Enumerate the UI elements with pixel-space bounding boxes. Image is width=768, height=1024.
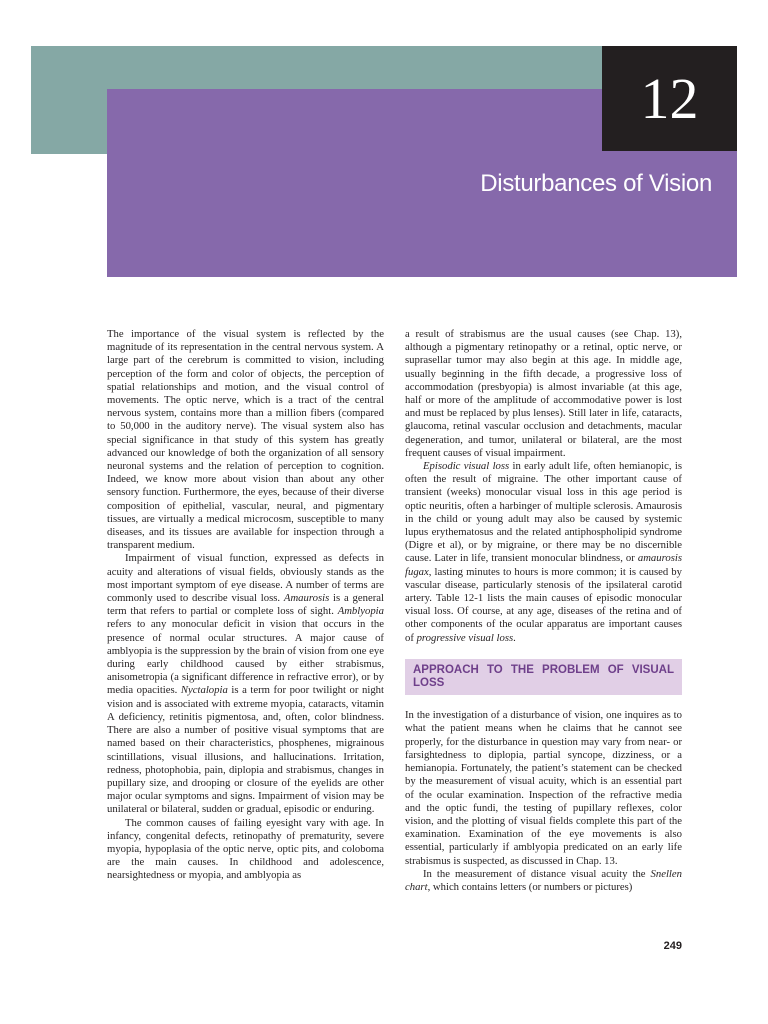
body-paragraph: Episodic visual loss in early adult life, often hemianopic, is often the result of migraine. The other important cause of transient (weeks) monocular visual loss in this age period is optic neuritis, often a harbinger of multiple sclerosis. Amaurosis in the child or young adult may also be caused by systemic lupus erythematosus and the related antiphospholipid syndrome (Digre et al), or by migraine, or there may be no discernible cause. Later in life, transient monocular blindness, or amaurosis fugax, lasting minutes to hours is more common; it is caused by vascular disease, particularly stenosis of the ipsilateral carotid artery. Table 12-1 lists the main causes of episodic monocular visual loss. Of course, at any age, diseases of the retina and of other components of the ocular apparatus are important causes of progressive visual loss. xyxy=(405,460,682,644)
term-nyctalopia: Nyctalopia xyxy=(180,684,228,697)
chapter-number: 12 xyxy=(602,46,737,151)
term-snellen-chart: Snellen chart xyxy=(405,867,682,893)
term-episodic-visual-loss: Episodic visual loss xyxy=(423,460,510,473)
term-progressive-visual-loss: progressive visual loss xyxy=(416,631,514,644)
chapter-title: Disturbances of Vision xyxy=(480,170,712,197)
right-column xyxy=(405,328,682,894)
term-amaurosis: Amaurosis xyxy=(283,592,330,605)
body-paragraph: In the measurement of distance visual acuity the Snellen chart, which contains letters (or numbers or pictures) xyxy=(405,867,682,893)
body-paragraph: In the investigation of a disturbance of vision, one inquires as to what the patient means when he claims that he cannot see properly, for the disturbance in question may vary from near- or farsightedness to diplopia, partial syncope, dizziness, or a hemianopia. Fortunately, the patient’s statement can be checked by the measurement of visual acuity, which is an essential part of the ocular examination. Inspection of the refractive media and the optic fundi, the testing of pupillary reflexes, color vision, and the plotting of visual fields complete this part of the examination. Examination of the eye movements is also essential, particularly if amblyopia predicated on an early life strabismus is suspected, as discussed in Chap. 13. xyxy=(405,709,682,867)
body-paragraph: The common causes of failing eyesight vary with age. In infancy, congenital defects, retinopathy of prematurity, severe myopia, hypoplasia of the optic nerve, optic pits, and coloboma are the main causes. In childhood and adolescence, nearsightedness or myopia, and amblyopia as xyxy=(107,816,384,882)
body-paragraph: a result of strabismus are the usual causes (see Chap. 13), although a pigmentary retinopathy or a retinal, optic nerve, or suprasellar tumor may also begin at this age. In middle age, usually beginning in the fifth decade, a progressive loss of accommodation (presbyopia) is almost invariable (at this age, half or more of the amplitude of accommodative power is lost and must be replaced by plus lenses). Still later in life, cataracts, glaucoma, retinal vascular occlusion and detachments, macular degeneration, and tumor, unilateral or bilateral, are the most frequent causes of visual impairment. xyxy=(405,328,682,459)
left-column xyxy=(107,328,384,883)
body-paragraph: The importance of the visual system is reflected by the magnitude of its representation in the central nervous system. A large part of the cerebrum is committed to vision, including perception of the form and color of objects, the perception of spatial relationships and motion, and the visual control of movements. The optic nerve, which is a tract of the central nervous system, contains more than a million fibers (compared to 50,000 in the auditory nerve). The visual system also has special significance in that study of this system has greatly advanced our knowledge of both the organization of all sensory neuronal systems and the relation of perception to cognition. Indeed, we know more about vision than about any other sensory function. Furthermore, the eyes, because of their diverse composition of epithelial, vascular, neural, and pigmentary tissues, are virtually a medical microcosm, susceptible to many diseases, and its tissues are available for inspection through a transparent medium. xyxy=(107,328,384,552)
term-amblyopia: Amblyopia xyxy=(337,605,384,618)
term-amaurosis-fugax: amaurosis fugax xyxy=(405,552,682,578)
body-paragraph: Impairment of visual function, expressed as defects in acuity and alterations of visual fields, obviously stands as the most important symptom of eye disease. A number of terms are commonly used to describe visual loss. Amaurosis is a general term that refers to partial or complete loss of sight. Amblyopia refers to any monocular deficit in vision that occurs in the presence of normal ocular structures. A major cause of amblyopia is the suppression by the brain of vision from one eye during early childhood caused by either strabismus, anisometropia (a significant difference in refractive error), or by media opacities. Nyctalopia is a term for poor twilight or night vision and is associated with extreme myopia, cataracts, vitamin A deficiency, retinitis pigmentosa, and, often, color blindness. There are also a number of positive visual symptoms that are named based on their characteristics, phosphenes, migrainous scintillations, visual illusions, and hallucinations. Irritation, redness, photophobia, pain, diplopia and strabismus, changes in pupillary size, and drooping or closure of the eyelids are other major ocular symptoms and signs. Impairment of vision may be unilateral or bilateral, sudden or gradual, episodic or enduring. xyxy=(107,552,384,816)
page-number: 249 xyxy=(663,940,682,952)
section-heading: APPROACH TO THE PROBLEM OF VISUAL LOSS xyxy=(405,659,682,695)
